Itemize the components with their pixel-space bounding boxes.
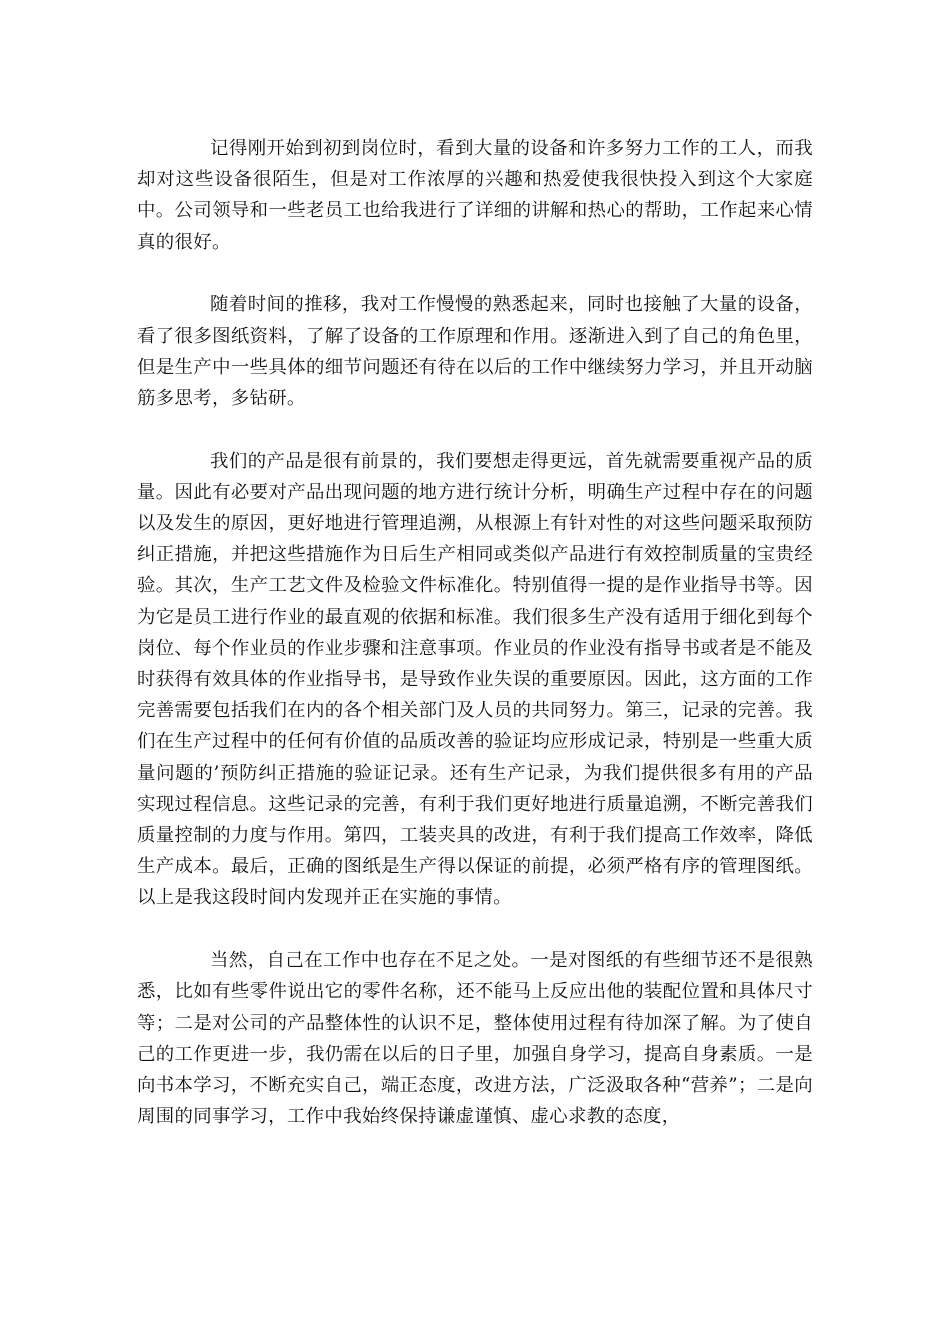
paragraph-4: 当然，自己在工作中也存在不足之处。一是对图纸的有些细节还不是很熟悉，比如有些零件说出它的零件名称，还不能马上反应出他的装配位置和具体尺寸等；二是对公司的产品整体性的认识不足，整体使用过程有待加深了解。为了使自己的工作更进一步，我仍需在以后的日子里，加强自身学习，提高自身素质。一是向书本学习，不断充实自己，端正态度，改进方法，广泛汲取各种“营养”；二是向周围的同事学习，工作中我始终保持谦虚谨慎、虚心求教的态度， xyxy=(137,950,813,1128)
paragraph-3: 我们的产品是很有前景的，我们要想走得更远，首先就需要重视产品的质量。因此有必要对产品出现问题的地方进行统计分析，明确生产过程中存在的问题以及发生的原因，更好地进行管理追溯，从根源上有针对性的对这些问题采取预防纠正措施，并把这些措施作为日后生产相同或类似产品进行有效控制质量的宝贵经验。其次，生产工艺文件及检验文件标准化。特别值得一提的是作业指导书等。因为它是员工进行作业的最直观的依据和标准。我们很多生产没有适用于细化到每个岗位、每个作业员的作业步骤和注意事项。作业员的作业没有指导书或者是不能及时获得有效具体的作业指导书，是导致作业失误的重要原因。因此，这方面的工作完善需要包括我们在内的各个相关部门及人员的共同努力。第三，记录的完善。我们在生产过程中的任何有价值的品质改善的验证均应形成记录，特别是一些重大质量问题的’预防纠正措施的验证记录。还有生产记录，为我们提供很多有用的产品实现过程信息。这些记录的完善，有利于我们更好地进行质量追溯，不断完善我们质量控制的力度与作用。第四，工装夹具的改进，有利于我们提高工作效率，降低生产成本。最后，正确的图纸是生产得以保证的前提，必须严格有序的管理图纸。以上是我这段时间内发现并正在实施的事情。 xyxy=(137,450,813,909)
paragraph-1: 记得刚开始到初到岗位时，看到大量的设备和许多努力工作的工人，而我却对这些设备很陌生，但是对工作浓厚的兴趣和热爱使我很快投入到这个大家庭中。公司领导和一些老员工也给我进行了详细的讲解和热心的帮助，工作起来心情真的很好。 xyxy=(137,138,813,253)
document-body xyxy=(137,133,813,1164)
paragraph-2: 随着时间的推移，我对工作慢慢的熟悉起来，同时也接触了大量的设备，看了很多图纸资料，了解了设备的工作原理和作用。逐渐进入到了自己的角色里，但是生产中一些具体的细节问题还有待在以后的工作中继续努力学习，并且开动脑筋多思考，多钻研。 xyxy=(137,294,813,409)
